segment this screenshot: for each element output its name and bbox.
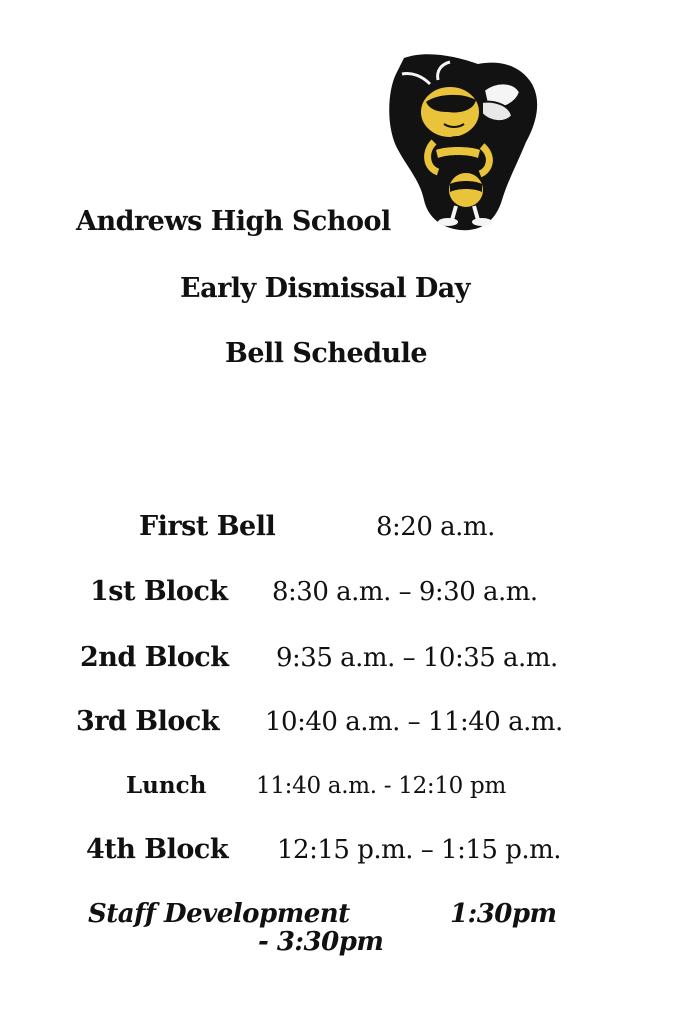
hornet-mascot-logo (386, 50, 542, 234)
row-4th-block-label: 4th Block (86, 834, 229, 865)
schedule-title: Bell Schedule (225, 338, 428, 369)
row-first-bell-time: 8:20 a.m. (376, 512, 495, 542)
staff-development-label: Staff Development (88, 899, 350, 929)
row-first-bell-label: First Bell (139, 511, 276, 542)
row-3rd-block-label: 3rd Block (76, 706, 220, 737)
row-1st-block-time: 8:30 a.m. – 9:30 a.m. (272, 577, 538, 607)
row-lunch-time: 11:40 a.m. - 12:10 pm (256, 773, 506, 799)
row-3rd-block-time: 10:40 a.m. – 11:40 a.m. (265, 707, 563, 737)
row-2nd-block-label: 2nd Block (80, 642, 229, 673)
row-lunch-label: Lunch (126, 772, 207, 799)
row-4th-block-time: 12:15 p.m. – 1:15 p.m. (277, 835, 562, 865)
staff-development-end: - 3:30pm (258, 927, 384, 957)
school-name: Andrews High School (76, 206, 391, 237)
staff-development-start: 1:30pm (450, 899, 557, 929)
row-1st-block-label: 1st Block (90, 576, 228, 607)
day-type: Early Dismissal Day (180, 273, 470, 304)
row-2nd-block-time: 9:35 a.m. – 10:35 a.m. (276, 643, 558, 673)
